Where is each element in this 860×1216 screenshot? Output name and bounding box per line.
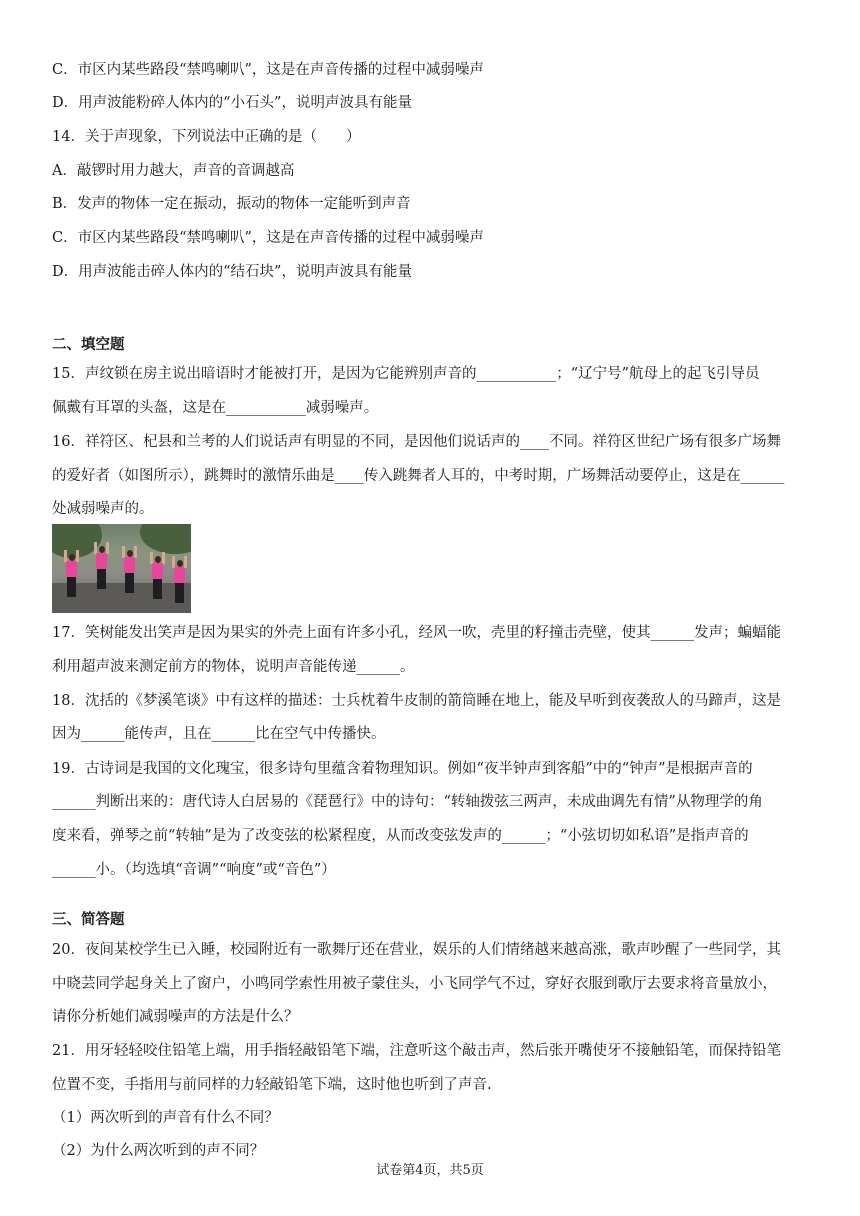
- q19-line-4: ______小。（均选填“音调”“响度”或“音色”）: [52, 862, 336, 878]
- page-footer: 试卷第4页，共5页: [376, 1163, 484, 1178]
- square-dance-photo: [52, 524, 191, 613]
- q21-sub-1: （1）两次听到的声音有什么不同？: [52, 1110, 279, 1126]
- q14-option-c: C．市区内某些路段“禁鸣喇叭”，这是在声音传播的过程中减弱噪声: [52, 230, 484, 246]
- q16-line-2: 的爱好者（如图所示），跳舞时的激情乐曲是____传入跳舞者人耳的，中考时期，广场舞活动要停止，这是在______: [52, 468, 785, 484]
- q14-option-a: A．敲锣时用力越大，声音的音调越高: [52, 163, 295, 179]
- q21-line-1: 21．用牙轻轻咬住铅笔上端，用手指轻敲铅笔下端，注意听这个敲击声，然后张开嘴使牙不接触铅笔，而保持铅笔: [52, 1043, 781, 1059]
- q16-line-1: 16．祥符区、杞县和兰考的人们说话声有明显的不同，是因他们说话声的____不同。祥符区世纪广场有很多广场舞: [52, 434, 781, 450]
- q19-line-2: ______判断出来的：唐代诗人白居易的《琵琶行》中的诗句：“转轴拨弦三两声，未成曲调先有情”从物理学的角: [52, 794, 763, 810]
- q20-line-3: 请你分析她们减弱噪声的方法是什么？: [52, 1009, 299, 1025]
- q17-line-1: 17．笑树能发出笑声是因为果实的外壳上面有许多小孔，经风一吹，壳里的籽撞击壳壁，使其______发声；蝙蝠能: [52, 625, 781, 641]
- q18-line-1: 18．沈括的《梦溪笔谈》中有这样的描述：士兵枕着牛皮制的箭筒睡在地上，能及早听到夜袭敌人的马蹄声，这是: [52, 693, 781, 709]
- section-heading-short-answer: 三、简答题: [52, 911, 125, 928]
- q19-line-1: 19．古诗词是我国的文化瑰宝，很多诗句里蕴含着物理知识。例如“夜半钟声到客船”中的“钟声”是根据声音的: [52, 761, 753, 777]
- q14-option-d: D．用声波能击碎人体内的“结石块”，说明声波具有能量: [52, 264, 412, 280]
- q15-line-1: 15．声纹锁在房主说出暗语时才能被打开，是因为它能辨别声音的___________；“辽宁号”航母上的起飞引导员: [52, 366, 760, 382]
- section-heading-fill-blank: 二、填空题: [52, 336, 125, 353]
- q20-line-2: 中晓芸同学起身关上了窗户，小鸣同学索性用被子蒙住头，小飞同学气不过，穿好衣服到歌厅去要求将音量放小，: [52, 976, 777, 992]
- q17-line-2: 利用超声波来测定前方的物体，说明声音能传递______。: [52, 659, 415, 675]
- q21-line-2: 位置不变，手指用与前同样的力轻敲铅笔下端，这时他也听到了声音.: [52, 1077, 492, 1093]
- q19-line-3: 度来看，弹琴之前“转轴”是为了改变弦的松紧程度，从而改变弦发声的______；“小弦切切如私语”是指声音的: [52, 828, 749, 844]
- q20-line-1: 20．夜间某校学生已入睡，校园附近有一歌舞厅还在营业，娱乐的人们情绪越来越高涨，歌声吵醒了一些同学，其: [52, 942, 781, 958]
- q15-line-2: 佩戴有耳罩的头盔，这是在___________减弱噪声。: [52, 400, 379, 416]
- q14-stem: 14．关于声现象，下列说法中正确的是（ ）: [52, 129, 361, 145]
- q14-option-b: B．发声的物体一定在振动，振动的物体一定能听到声音: [52, 196, 411, 212]
- q13-option-c: C．市区内某些路段“禁鸣喇叭”，这是在声音传播的过程中减弱噪声: [52, 62, 484, 78]
- q13-option-d: D．用声波能粉碎人体内的“小石头”，说明声波具有能量: [52, 95, 412, 111]
- q21-sub-2: （2）为什么两次听到的声不同？: [52, 1143, 265, 1159]
- q16-line-3: 处减弱噪声的。: [52, 501, 154, 517]
- q18-line-2: 因为______能传声，且在______比在空气中传播快。: [52, 726, 386, 742]
